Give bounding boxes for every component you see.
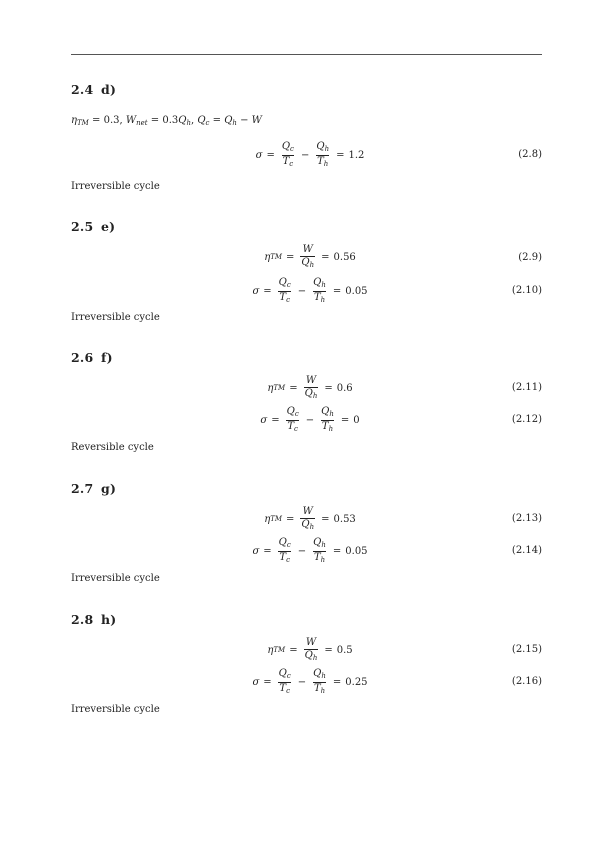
given-line: $\eta_{TM} = 0.3$, $W_{net} = 0.3Q_h$, $Q_c = Q_h - W$ [71,115,262,127]
equation-number: (2.11) [511,382,542,393]
equation-sigma: σ = $\frac{Q_c}{T_c}$ − $\frac{Q_h}{T_h}$ = 0.05 [252,276,368,304]
section-number: 2.6 [71,350,94,365]
equation-value: 0.05 [345,285,368,297]
equation-eta: η TM = $\frac{W}{Q_h}$ = 0.5 [267,636,353,662]
equation-value: 0.56 [333,251,356,263]
equation-sigma: σ = $\frac{Q_c}{T_c}$ − $\frac{Q_h}{T_h}$ = 1.2 [255,140,365,168]
equation-value: 0.05 [345,545,368,557]
equation-number: (2.14) [511,545,542,556]
section-label: e) [101,219,116,234]
equation-eta: η TM = $\frac{W}{Q_h}$ = 0.6 [267,374,353,400]
equation-number: (2.9) [518,252,542,263]
section-heading [71,350,113,365]
equation-sigma: σ = $\frac{Q_c}{T_c}$ − $\frac{Q_h}{T_h}$ = 0 [260,405,360,433]
equation-value: 1.2 [348,149,365,161]
equation-number: (2.12) [511,414,542,425]
conclusion-text: Irreversible cycle [71,704,160,715]
section-heading [71,82,116,97]
section-number: 2.4 [71,82,94,97]
header-rule [71,54,542,55]
section-label: f) [101,350,113,365]
equation-number: (2.13) [511,513,542,524]
section-heading [71,481,116,496]
section-label: h) [101,612,117,627]
equation-value: 0.53 [333,513,356,525]
section-heading [71,612,116,627]
equation-number: (2.8) [518,149,542,160]
section-label: d) [101,82,117,97]
equation-sigma: σ = $\frac{Q_c}{T_c}$ − $\frac{Q_h}{T_h}$ = 0.25 [252,667,368,695]
section-heading [71,219,115,234]
equation-number: (2.16) [511,676,542,687]
conclusion-text: Irreversible cycle [71,181,160,192]
equation-value: 0 [353,414,360,426]
equation-value: 0.6 [336,382,353,394]
conclusion-text: Irreversible cycle [71,573,160,584]
section-number: 2.5 [71,219,94,234]
equation-number: (2.15) [511,644,542,655]
equation-number: (2.10) [511,285,542,296]
equation-sigma: σ = $\frac{Q_c}{T_c}$ − $\frac{Q_h}{T_h}$ = 0.05 [252,536,368,564]
conclusion-text: Irreversible cycle [71,312,160,323]
section-number: 2.8 [71,612,94,627]
section-number: 2.7 [71,481,94,496]
equation-eta: η TM = $\frac{W}{Q_h}$ = 0.53 [264,505,356,531]
conclusion-text: Reversible cycle [71,442,154,453]
equation-eta: η TM = $\frac{W}{Q_h}$ = 0.56 [264,243,356,269]
section-label: g) [101,481,117,496]
equation-value: 0.5 [336,644,353,656]
equation-value: 0.25 [345,676,368,688]
